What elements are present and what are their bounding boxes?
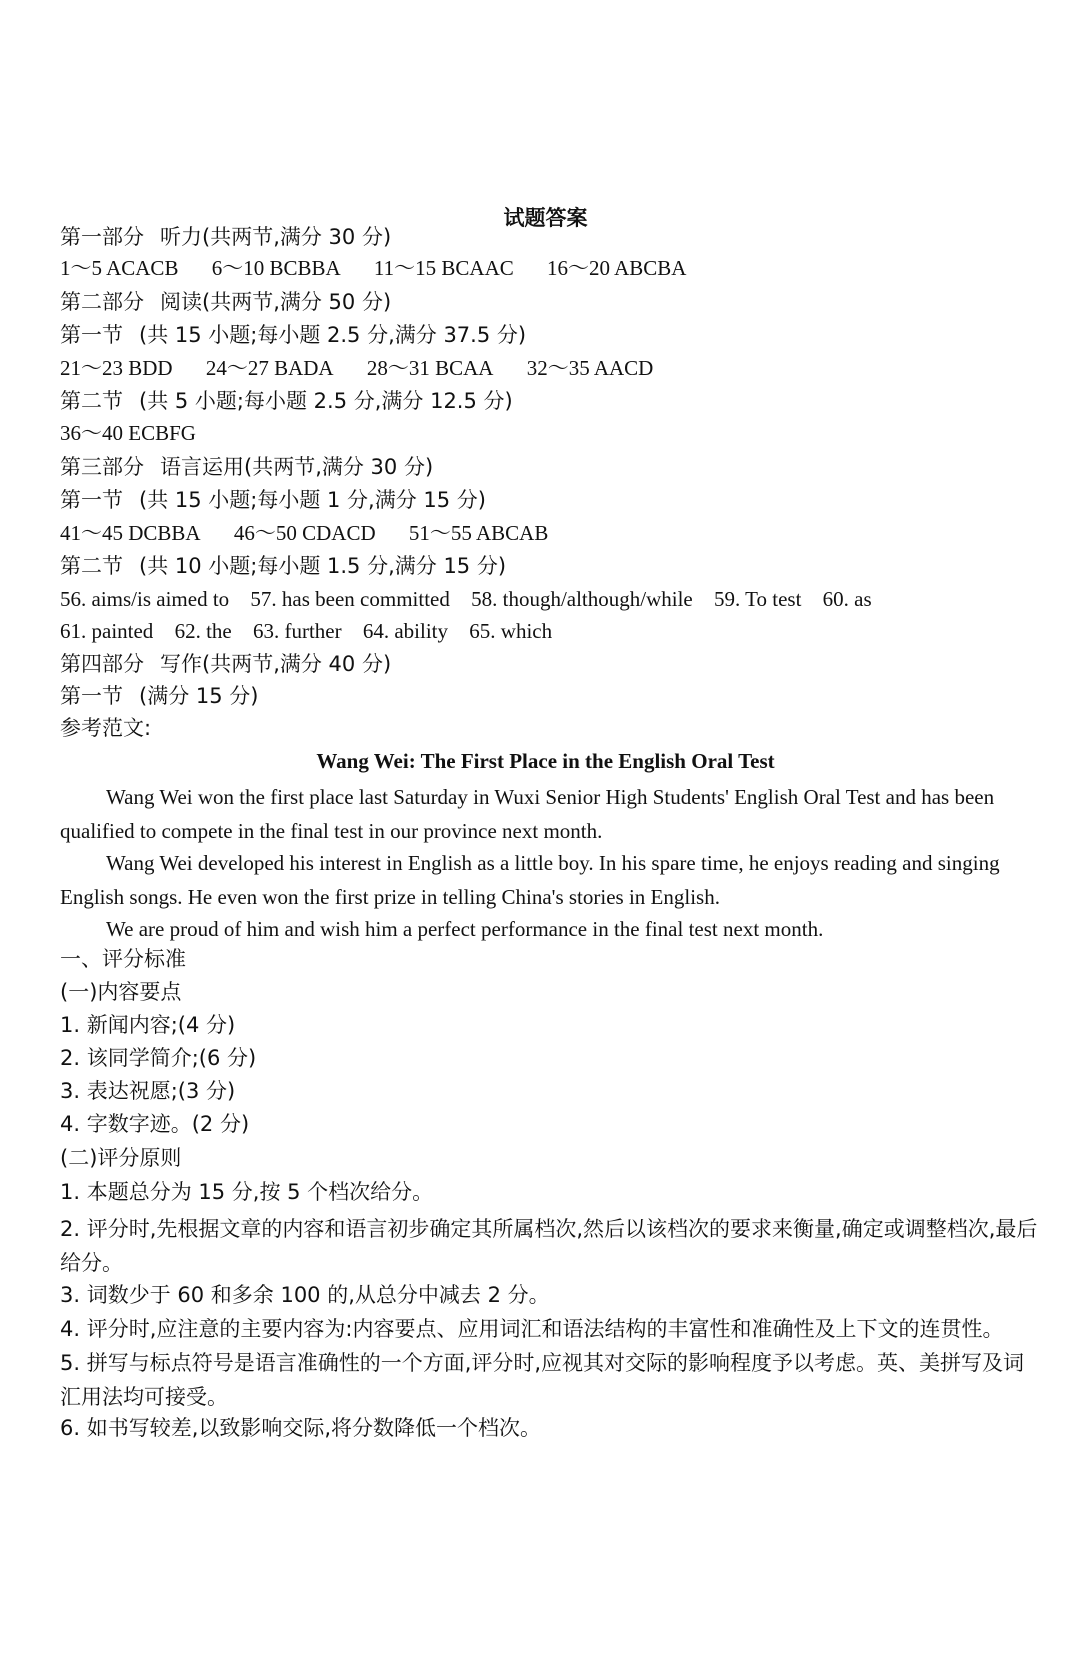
principle-item: 3. 词数少于 60 和多余 100 的,从总分中减去 2 分。 — [60, 1283, 550, 1307]
answer-range: 32～35 — [526, 356, 590, 380]
part2-desc: 阅读(共两节,满分 50 分) — [160, 290, 392, 314]
answer-value: AACD — [593, 356, 654, 380]
fill-answer: 57. has been committed — [250, 587, 450, 611]
part4-heading: 第四部分 — [60, 652, 144, 676]
answer-range: 11～15 — [373, 256, 437, 280]
part3-heading: 第三部分 — [60, 455, 144, 479]
essay-title: Wang Wei: The First Place in the English Oral Test — [316, 749, 775, 773]
part1-desc: 听力(共两节,满分 30 分) — [160, 225, 392, 249]
content-item: 2. 该同学简介;(6 分) — [60, 1046, 257, 1070]
part2-sec2-answers — [60, 418, 196, 448]
answer-value: BDD — [128, 356, 173, 380]
answer-value: ABCAB — [475, 521, 549, 545]
answer-value: BCBBA — [269, 256, 341, 280]
part1-answers — [60, 253, 686, 283]
part3-sec2-answers-row1 — [60, 584, 872, 614]
essay-paragraph-1: Wang Wei won the first place last Saturday in Wuxi Senior High Students' English Oral Test and has been qualified to compete in the final test in our province next month. — [60, 785, 995, 843]
answer-range: 46～50 — [233, 521, 297, 545]
part3-sec1-heading-line — [60, 485, 486, 515]
answer-range: 24～27 — [205, 356, 269, 380]
principle-item: 4. 评分时,应注意的主要内容为:内容要点、应用词汇和语法结构的丰富性和准确性及上下文的连贯性。 — [60, 1317, 1004, 1341]
essay-paragraph-3: We are proud of him and wish him a perfect performance in the final test next month. — [106, 917, 824, 941]
answer-range: 1～5 — [60, 256, 102, 280]
part4-heading-line — [60, 649, 391, 679]
section-desc: (共 5 小题;每小题 2.5 分,满分 12.5 分) — [139, 389, 513, 413]
section-heading: 第一节 — [60, 684, 123, 708]
principle-item: 1. 本题总分为 15 分,按 5 个档次给分。 — [60, 1180, 434, 1204]
section-desc: (共 15 小题;每小题 1 分,满分 15 分) — [139, 488, 486, 512]
part1-heading: 第一部分 — [60, 225, 144, 249]
part4-sec1-heading-line — [60, 681, 258, 711]
fill-answer: 59. To test — [714, 587, 802, 611]
answer-range: 28～31 — [366, 356, 430, 380]
section-desc: (满分 15 分) — [139, 684, 259, 708]
part3-sec2-heading-line — [60, 551, 506, 581]
answer-range: 36～40 — [60, 421, 123, 445]
section-heading: 第一节 — [60, 488, 123, 512]
section-heading: 第二节 — [60, 554, 123, 578]
fill-answer: 60. as — [822, 587, 872, 611]
answer-value: BCAAC — [441, 256, 514, 280]
answer-value: DCBBA — [128, 521, 201, 545]
answer-value: BADA — [274, 356, 334, 380]
fill-answer: 58. though/although/while — [471, 587, 693, 611]
part2-heading-line — [60, 287, 391, 317]
answer-value: ACACB — [106, 256, 179, 280]
answer-value: CDACD — [302, 521, 376, 545]
section-heading: 第一节 — [60, 323, 123, 347]
answer-range: 16～20 — [547, 256, 610, 280]
content-item: 1. 新闻内容;(4 分) — [60, 1013, 236, 1037]
fill-answer: 61. painted — [60, 619, 154, 643]
part3-heading-line — [60, 452, 433, 482]
part4-desc: 写作(共两节,满分 40 分) — [160, 652, 392, 676]
fill-answer: 62. the — [174, 619, 232, 643]
part2-heading: 第二部分 — [60, 290, 144, 314]
principle-item: 6. 如书写较差,以致影响交际,将分数降低一个档次。 — [60, 1416, 542, 1440]
part3-sec1-answers — [60, 518, 548, 548]
answer-value: ECBFG — [128, 421, 196, 445]
fill-answer: 65. which — [469, 619, 553, 643]
fill-answer: 64. ability — [362, 619, 449, 643]
content-item: 3. 表达祝愿;(3 分) — [60, 1079, 236, 1103]
content-item: 4. 字数字迹。(2 分) — [60, 1112, 250, 1136]
answer-range: 41～45 — [60, 521, 123, 545]
fill-answer: 56. aims/is aimed to — [60, 587, 230, 611]
fill-answer: 63. further — [252, 619, 342, 643]
answer-value: BCAA — [435, 356, 494, 380]
part3-sec2-answers-row2 — [60, 616, 552, 646]
grading-heading: 一、评分标准 — [60, 947, 186, 971]
answer-range: 21～23 — [60, 356, 123, 380]
content-points-heading: (一)内容要点 — [60, 980, 182, 1004]
part3-desc: 语言运用(共两节,满分 30 分) — [160, 455, 434, 479]
answer-range: 6～10 — [211, 256, 265, 280]
sample-essay-label: 参考范文: — [60, 716, 152, 740]
essay-paragraph-2: Wang Wei developed his interest in English as a little boy. In his spare time, he enjoys reading and singing English songs. He even won the first prize in telling China's stories in English. — [60, 851, 1000, 909]
section-desc: (共 10 小题;每小题 1.5 分,满分 15 分) — [139, 554, 507, 578]
part1-heading-line — [60, 222, 391, 252]
section-heading: 第二节 — [60, 389, 123, 413]
section-desc: (共 15 小题;每小题 2.5 分,满分 37.5 分) — [139, 323, 527, 347]
answer-value: ABCBA — [614, 256, 687, 280]
principles-heading: (二)评分原则 — [60, 1146, 182, 1170]
answer-range: 51～55 — [408, 521, 472, 545]
principle-item: 5. 拼写与标点符号是语言准确性的一个方面,评分时,应视其对交际的影响程度予以考虑。英、美拼写及词汇用法均可接受。 — [60, 1351, 1025, 1409]
page-title: 试题答案 — [503, 206, 588, 230]
part2-sec2-heading-line — [60, 386, 513, 416]
principle-item: 2. 评分时,先根据文章的内容和语言初步确定其所属档次,然后以该档次的要求来衡量,确定或调整档次,最后给分。 — [60, 1217, 1038, 1275]
part2-sec1-heading-line — [60, 320, 526, 350]
part2-sec1-answers — [60, 353, 653, 383]
